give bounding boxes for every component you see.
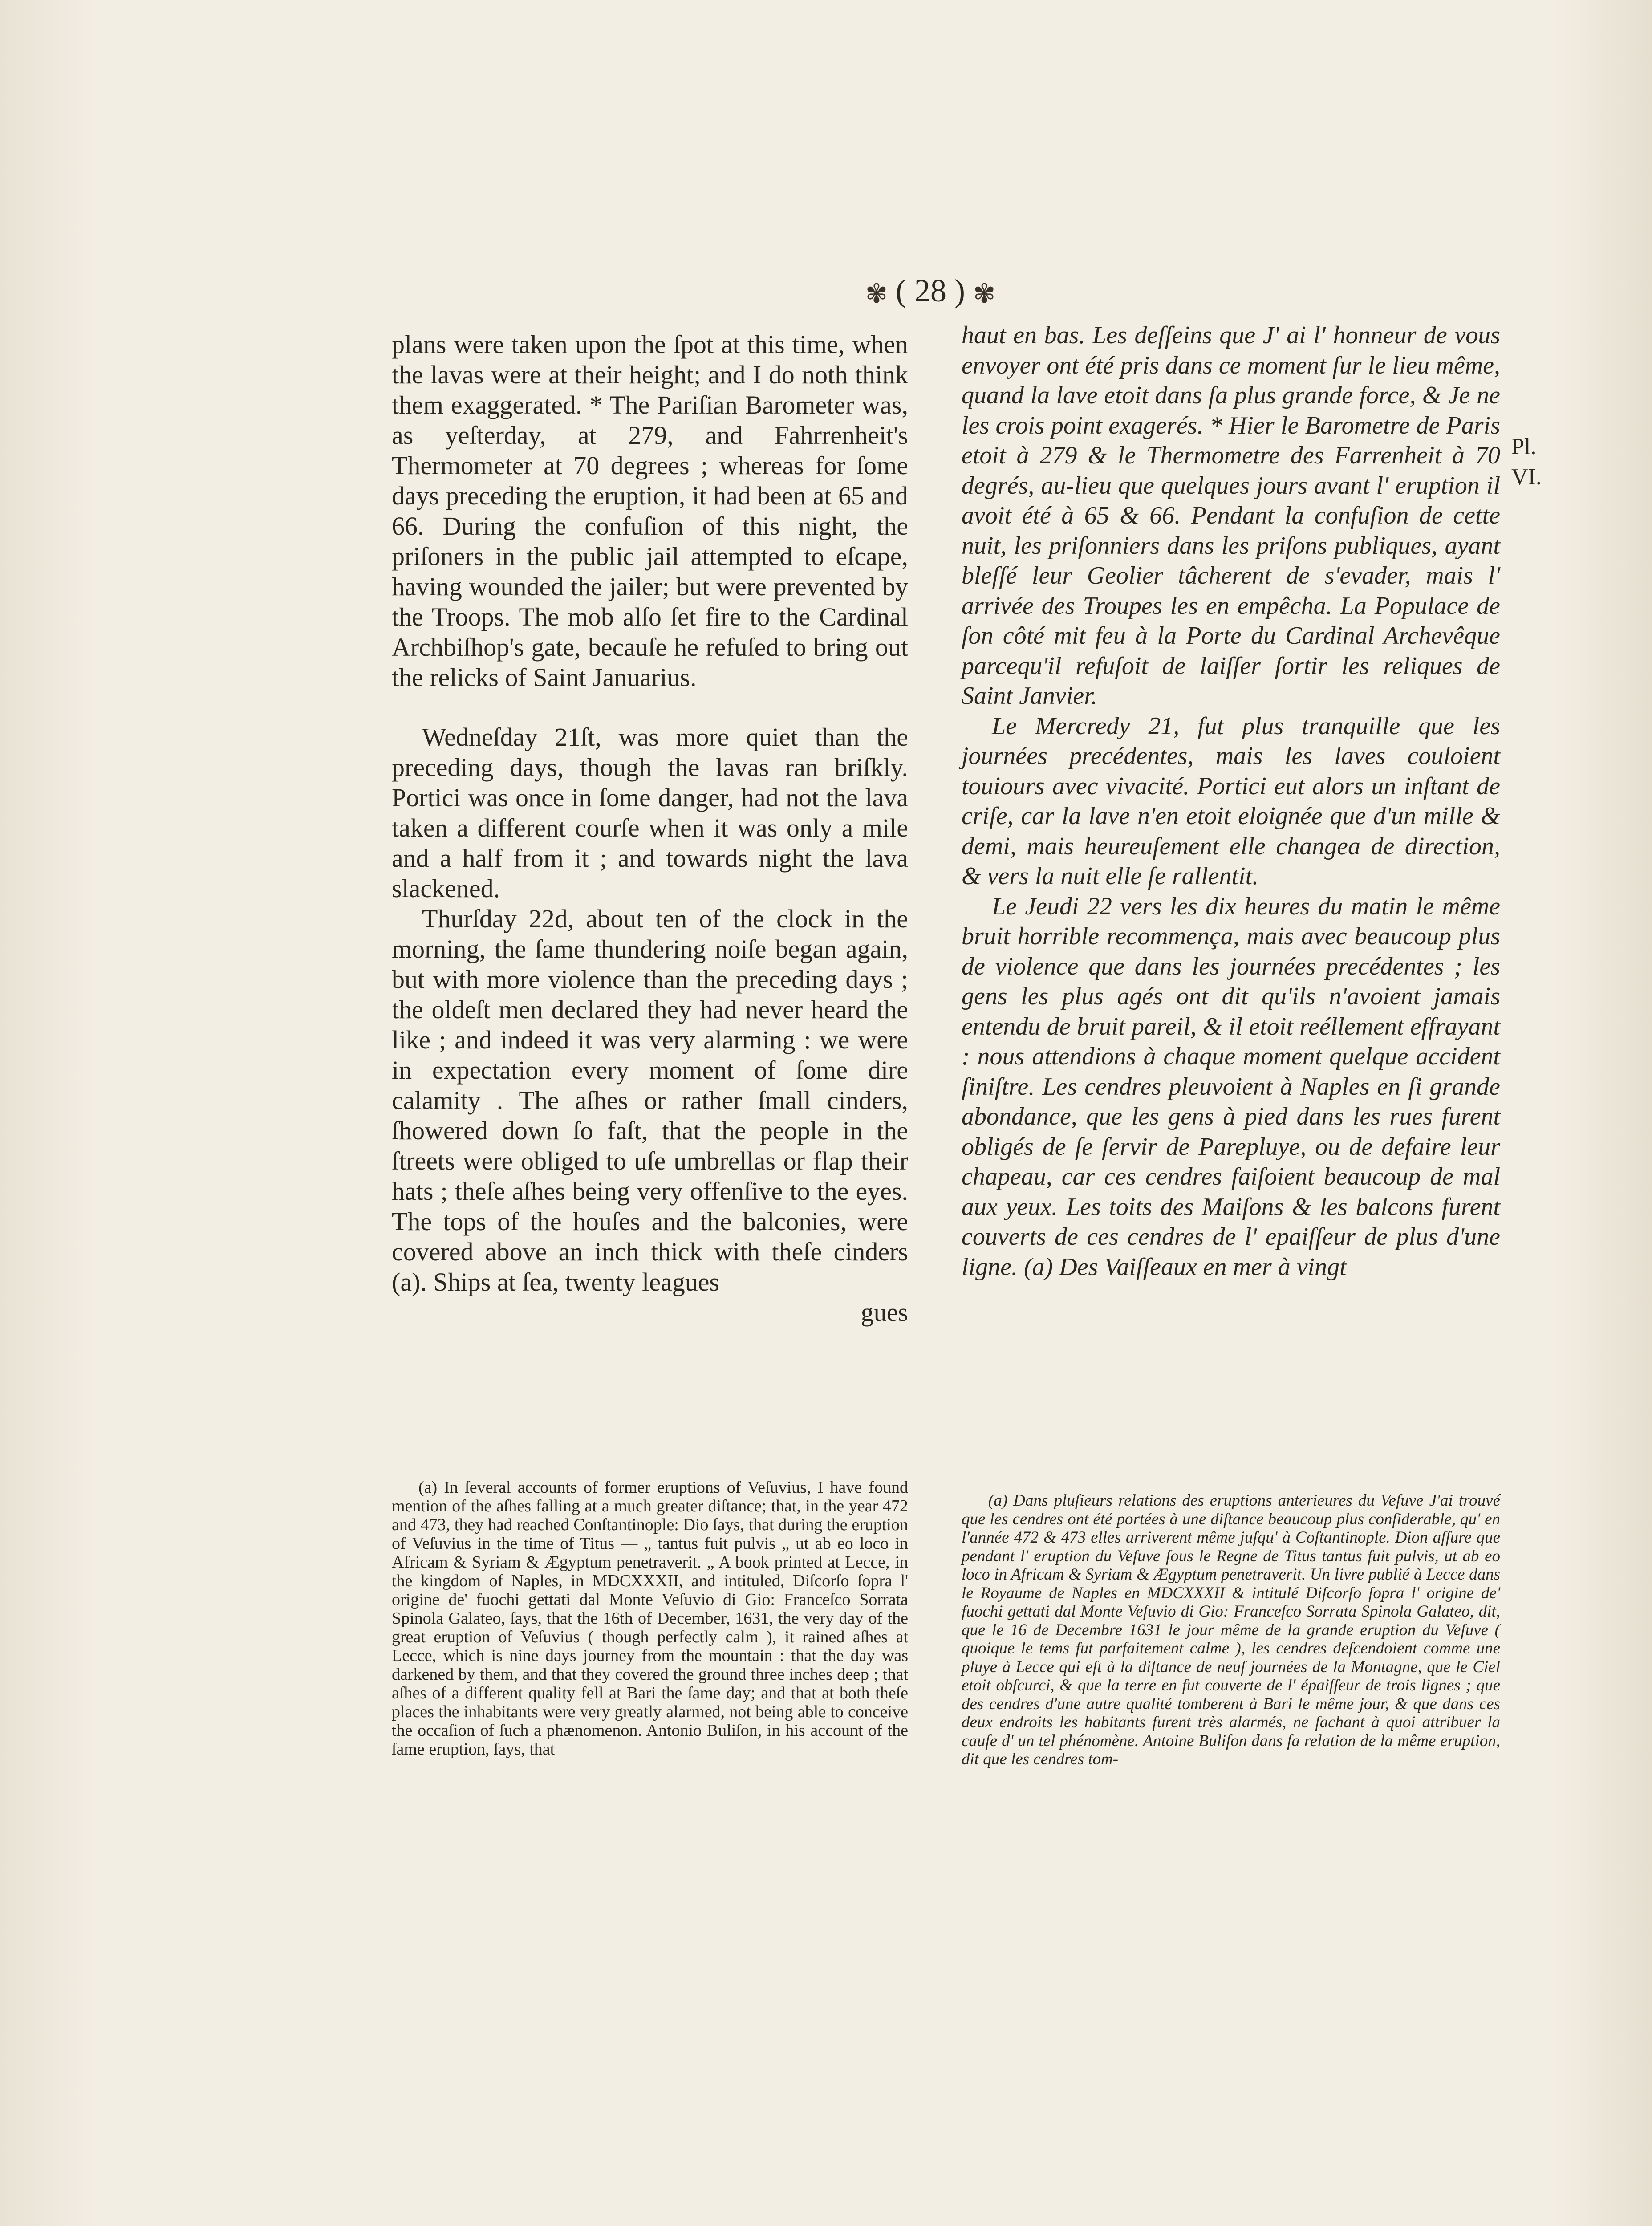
french-paragraph-1: haut en bas. Les deſſeins que J' ai l' honneur de vous envoyer ont été pris dans ce moment ſur le lieu même, quand la lave etoit dans ſa plus grande force, & Je ne les crois point exagerés. * Hier le Barometre de Paris etoit à 279 & le Thermometre des Farrenheit à 70 degrés, au-lieu que quelques jours avant l' eruption il avoit été à 65 & 66. Pendant la confuſion de cette nuit, les priſonniers dans les priſons publiques, ayant bleſſé leur Geolier tâcherent de s'evader, mais l' arrivée des Troupes les en empêcha. La Populace de ſon côté mit feu à la Porte du Cardinal Archevêque parcequ'il refuſoit de laiſſer ſortir les reliques de Saint Janvier. xyxy=(962,321,1500,710)
right-ornament-icon: ✾ xyxy=(973,279,996,309)
plate-number: VI. xyxy=(1511,464,1542,490)
english-paragraph-1: plans were taken upon the ſpot at this time, when the lavas were at their height; and I do noth think them exaggerated. * The Pariſian Barometer was, as yeſterday, at 279, and Fahrrenheit's Thermometer at 70 degrees ; whereas for ſome days preceding the eruption, it had been at 65 and 66. During the confuſion of this night, the priſoners in the public jail attempted to eſcape, having wounded the jailer; but were prevented by the Troops. The mob alſo ſet fire to the Cardinal Archbiſhop's gate, becauſe he refuſed to bring out the relicks of Saint Januarius. xyxy=(392,330,908,692)
plate-reference xyxy=(1511,432,1578,492)
english-paragraph-2: Wedneſday 21ſt, was more quiet than the preceding days, though the lavas ran briſkly. Portici was once in ſome danger, had not the lava taken a different courſe when it was only a mile and a half from it ; and towards night the lava slackened. xyxy=(392,723,908,903)
french-footnote xyxy=(962,1491,1500,1769)
plate-label: Pl. xyxy=(1511,434,1537,459)
french-column xyxy=(962,321,1500,1282)
page-number: ( 28 ) xyxy=(896,273,965,309)
page-header xyxy=(837,272,1024,309)
english-footnote-text: (a) In ſeveral accounts of former eruptions of Veſuvius, I have found mention of the aſhes falling at a much greater diſtance; that, in the year 472 and 473, they had reached Conſtantinople: Dio ſays, that during the eruption of Veſuvius in the time of Titus — „ tantus fuit pulvis „ ut ab eo loco in Africam & Syriam & Ægyptum penetraverit. „ A book printed at Lecce, in the kingdom of Naples, in MDCXXXII, and intituled, Diſcorſo ſopra l' origine de' fuochi gettati dal Monte Veſuvio di Gio: Franceſco Sorrata Spinola Galateo, ſays, that the 16th of December, 1631, the very day of the great eruption of Veſuvius ( though perfectly calm ), it rained aſhes at Lecce, which is nine days journey from the mountain : that the day was darkened by them, and that they covered the ground three inches deep ; that aſhes of a different quality fell at Bari the ſame day; and that at both theſe places the inhabitants were very greatly alarmed, not being able to conceive the occaſion of ſuch a phænomenon. Antonio Buliſon, in his account of the ſame eruption, ſays, that xyxy=(392,1478,908,1759)
left-ornament-icon: ✾ xyxy=(865,279,888,309)
english-footnote xyxy=(392,1478,908,1759)
english-column xyxy=(392,329,908,1328)
french-footnote-text: (a) Dans pluſieurs relations des eruptions anterieures du Veſuve J'ai trouvé que les cendres ont été portées à une diſtance beaucoup plus conſiderable, qu' en l'année 472 & 473 elles arriverent même juſqu' à Coſtantinople. Dion aſſure que pendant l' eruption du Veſuve ſous le Regne de Titus tantus fuit pulvis, ut ab eo loco in Africam & Syriam & Ægyptum penetraverit. Un livre publié à Lecce dans le Royaume de Naples en MDCXXXII & intitulé Diſcorſo ſopra l' origine de' fuochi gettati dal Monte Veſuvio di Gio: Franceſco Sorrata Spinola Galateo, dit, que le 16 de Decembre 1631 le jour même de la grande eruption du Veſuve ( quoique le tems fut parfaitement calme ), les cendres deſcendoient comme une pluye à Lecce qui eſt à la diſtance de neuf journées de la Montagne, que le Ciel etoit obſcurci, & que la terre en fut couverte de l' épaiſſeur de trois lignes ; que des cendres d'une autre qualité tomberent à Bari le même jour, & que dans ces deux endroits les habitants furent très alarmés, ne ſachant à quoi attribuer la cauſe d' un tel phénomène. Antoine Buliſon dans ſa relation de la même eruption, dit que les cendres tom- xyxy=(962,1491,1500,1768)
french-paragraph-2: Le Mercredy 21, fut plus tranquille que les journées precédentes, mais les laves couloient touiours avec vivacité. Portici eut alors un inſtant de criſe, car la lave n'en etoit eloignée que d'un mille & demi, mais heureuſement elle changea de direction, & vers la nuit elle ſe rallentit. xyxy=(962,712,1500,890)
english-catchword: gues xyxy=(861,1298,908,1327)
french-paragraph-3: Le Jeudi 22 vers les dix heures du matin le même bruit horrible recommença, mais avec beaucoup plus de violence que dans les journées precédentes ; les gens les plus agés ont dit qu'ils n'avoient jamais entendu de bruit pareil, & il etoit reéllement effrayant : nous attendions à chaque moment quelque accident ſiniſtre. Les cendres pleuvoient à Naples en ſi grande abondance, que les gens à pied dans les rues furent obligés de ſe ſervir de Parepluye, ou de defaire leur chapeau, car ces cendres faiſoient beaucoup de mal aux yeux. Les toits des Maiſons & les balcons furent couverts de ces cendres de l' epaiſſeur de plus d'une ligne. (a) Des Vaiſſeaux en mer à vingt xyxy=(962,892,1500,1281)
english-paragraph-3: Thurſday 22d, about ten of the clock in the morning, the ſame thundering noiſe began again, but with more violence than the preceding days ; the oldeſt men declared they had never heard the like ; and indeed it was very alarming : we were in expectation every moment of ſome dire calamity . The aſhes or rather ſmall cinders, ſhowered down ſo faſt, that the people in the ſtreets were obliged to uſe umbrellas or flap their hats ; theſe aſhes being very offenſive to the eyes. The tops of the houſes and the balconies, were covered above an inch thick with theſe cinders (a). Ships at ſea, twenty leagues xyxy=(392,904,908,1296)
